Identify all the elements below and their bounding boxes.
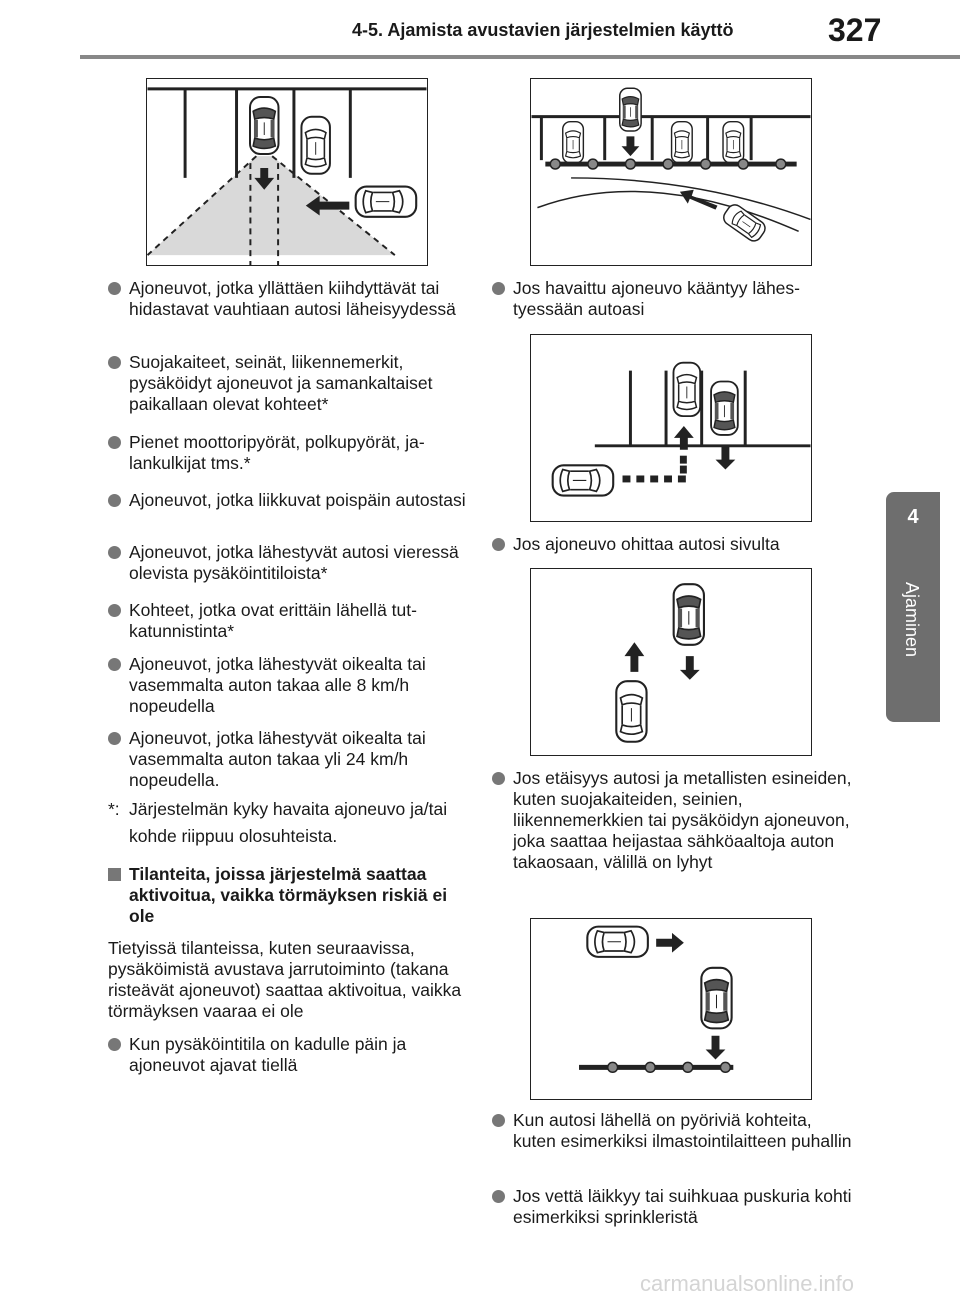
bullet-dot bbox=[108, 604, 121, 617]
page-number: 327 bbox=[828, 12, 882, 48]
figure-radar-coverage bbox=[146, 78, 428, 266]
list-item: Ajoneuvot, jotka lähestyvät oikealta tai vasemmalta auton takaa alle 8 km/h nopeudella bbox=[108, 654, 468, 717]
bullet-dot bbox=[492, 1114, 505, 1127]
list-item: Ajoneuvot, jotka lähestyvät oikealta tai vasemmalta auton takaa yli 24 km/h nopeudella. bbox=[108, 728, 468, 791]
bullet-dot bbox=[108, 436, 121, 449]
list-item: Ajoneuvot, jotka yllättäen kiihdyttävät tai hidastavat vauhtiaan autosi läheisyydessä bbox=[108, 278, 468, 320]
bullet-dot bbox=[108, 356, 121, 369]
figure-passing-vehicle bbox=[530, 568, 812, 756]
list-item: Jos vettä läikkyy tai suihkuaa puskuria kohti esimerkiksi sprinkleristä bbox=[492, 1186, 852, 1228]
bullet-dot bbox=[108, 732, 121, 745]
bullet-dot bbox=[492, 282, 505, 295]
body-paragraph: Tietyissä tilanteissa, kuten seuraavissa, pysäköimistä avustava jarrutoiminto (takana risteävät ajoneuvot) saattaa aktivoitua, vaikka törmäyksen vaaraa ei ole bbox=[108, 938, 462, 1021]
list-item: Kun autosi lähellä on pyöriviä kohteita, kuten esimerkiksi ilmastointilaitteen puhallin bbox=[492, 1110, 852, 1152]
figure-parking-reversing bbox=[530, 334, 812, 522]
list-item: Ajoneuvot, jotka liikkuvat poispäin autostasi bbox=[108, 490, 468, 511]
list-item: Jos ajoneuvo ohittaa autosi sivulta bbox=[492, 534, 852, 555]
list-item: Pienet moottoripyörät, polkupyörät, jalankulkijat tms.* bbox=[108, 432, 468, 474]
bullet-dot bbox=[108, 1038, 121, 1051]
list-item: Jos havaittu ajoneuvo kääntyy lähestyessään autoasi bbox=[492, 278, 852, 320]
chapter-tab[interactable] bbox=[886, 492, 940, 722]
figure-passing-barrier bbox=[530, 918, 812, 1100]
figure-turning-vehicle bbox=[530, 78, 812, 266]
list-item: Kohteet, jotka ovat erittäin lähellä tutkatunnistinta* bbox=[108, 600, 468, 642]
list-item: Suojakaiteet, seinät, liikennemerkit, pysäköidyt ajoneuvot ja samankaltaiset paikallaan olevat kohteet* bbox=[108, 352, 468, 415]
subheading-square bbox=[108, 868, 121, 881]
subheading: Tilanteita, joissa järjestelmä saattaa aktivoitua, vaikka törmäyksen riskiä ei ole bbox=[108, 864, 468, 927]
footnote-mark: *: bbox=[108, 799, 120, 819]
watermark: carmanualsonline.info bbox=[640, 1271, 855, 1296]
bullet-dot bbox=[108, 658, 121, 671]
bullet-dot bbox=[108, 546, 121, 559]
chapter-label: Ajaminen bbox=[902, 582, 922, 658]
bullet-dot bbox=[492, 1190, 505, 1203]
footnote: *: Järjestelmän kyky havaita ajoneuvo ja/tai kohde riippuu olosuhteista. bbox=[108, 796, 468, 850]
bullet-dot bbox=[108, 282, 121, 295]
header-rule bbox=[80, 55, 960, 59]
list-item: Jos etäisyys autosi ja metallisten esineiden, kuten suojakaiteiden, seinien, liikennemerkkien tai pysäköidyn ajoneuvon, joka saattaa heijastaa sähköaaltoja auton takaosaan, välillä on lyhyt bbox=[492, 768, 852, 873]
bullet-dot bbox=[492, 538, 505, 551]
chapter-number: 4 bbox=[907, 506, 919, 528]
list-item: Kun pysäköintitila on kadulle päin ja ajoneuvot ajavat tiellä bbox=[108, 1034, 468, 1076]
section-title: 4-5. Ajamista avustavien järjestelmien käyttö bbox=[352, 20, 734, 40]
bullet-dot bbox=[492, 772, 505, 785]
list-item: Ajoneuvot, jotka lähestyvät autosi vieressä olevista pysäköintitiloista* bbox=[108, 542, 468, 584]
bullet-dot bbox=[108, 494, 121, 507]
